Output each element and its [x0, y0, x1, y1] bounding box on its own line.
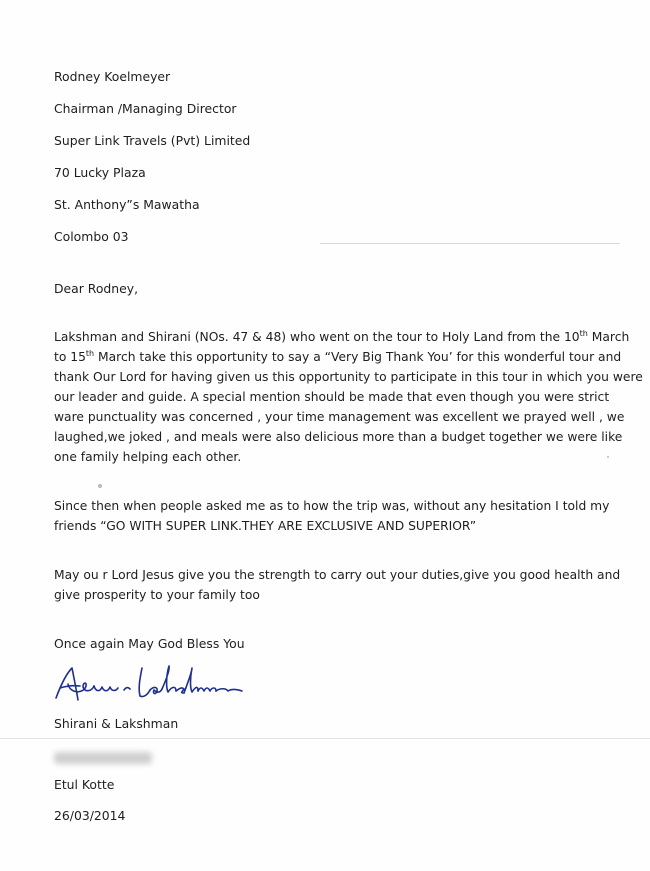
paragraph-line: friends “GO WITH SUPER LINK.THEY ARE EXCLUSIVE AND SUPERIOR”	[54, 519, 477, 533]
recipient-name: Rodney Koelmeyer	[54, 69, 171, 84]
paragraph-line: Lakshman and Shirani (NOs. 47 & 48) who went on the tour to Holy Land from the 10th March	[54, 328, 630, 344]
paragraph-line: laughed,we joked , and meals were also delicious more than a budget together we were like	[54, 430, 623, 444]
handwritten-signature	[50, 660, 250, 708]
scan-artifact-line	[320, 243, 620, 244]
scan-speck	[607, 456, 609, 458]
signatories: Shirani & Lakshman	[54, 716, 179, 731]
page-fold-line	[0, 738, 650, 739]
recipient-title: Chairman /Managing Director	[54, 101, 237, 116]
paragraph-line: one family helping each other.	[54, 450, 242, 464]
redacted-address	[54, 752, 152, 764]
letter-date: 26/03/2014	[54, 808, 126, 823]
paragraph-line: Since then when people asked me as to how the trip was, without any hesitation I told my	[54, 499, 610, 513]
paragraph-line: ware punctuality was concerned , your time management was excellent we prayed well , we	[54, 410, 625, 424]
recipient-road: St. Anthony”s Mawatha	[54, 197, 200, 212]
sender-city: Etul Kotte	[54, 777, 115, 792]
paragraph-line: thank Our Lord for having given us this opportunity to participate in this tour in which you were	[54, 370, 643, 384]
salutation: Dear Rodney,	[54, 281, 139, 296]
paragraph-line: give prosperity to your family too	[54, 588, 260, 602]
paragraph-line: our leader and guide. A special mention should be made that even though you were strict	[54, 390, 610, 404]
recipient-city: Colombo 03	[54, 229, 129, 244]
closing-line: Once again May God Bless You	[54, 636, 245, 651]
scan-speck	[98, 484, 102, 488]
recipient-company: Super Link Travels (Pvt) Limited	[54, 133, 251, 148]
paragraph-line: May ou r Lord Jesus give you the strength to carry out your duties,give you good health and	[54, 568, 621, 582]
recipient-street: 70 Lucky Plaza	[54, 165, 146, 180]
paragraph-line: to 15th March take this opportunity to say a “Very Big Thank You’ for this wonderful tour and	[54, 348, 622, 364]
